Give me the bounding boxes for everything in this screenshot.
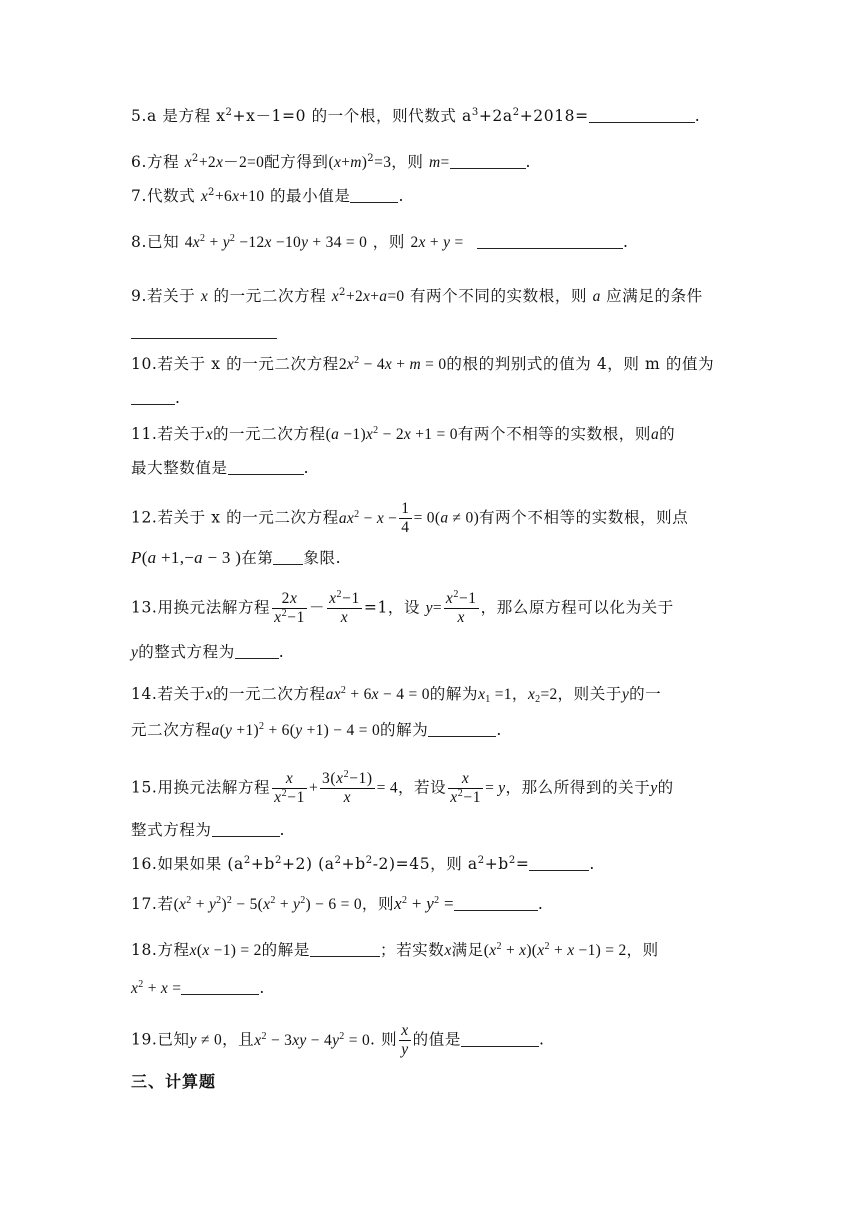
question-6: 6.方程 $x^2+2x-2=0$配方得到$(x+m)^2=3$，则 m= . — [131, 153, 532, 171]
fraction-2x-over-x2-1: $\frac{2x}{x^2-1}$ — [274, 590, 305, 626]
answer-blank[interactable] — [450, 152, 526, 169]
question-19: 19.已知y ≠ 0，且$x^2 - 3xy - 4y^2 = 0$. 则 $\frac{x}{y}$ 的值是 . — [131, 1022, 545, 1058]
question-13-continued: y的整式方程为 . — [131, 643, 285, 661]
answer-blank[interactable] — [235, 642, 279, 659]
question-9: 9.若关于 x 的一元二次方程 $x^2+2x+a=0$ 有两个不同的实数根，则 a 应满足的条件 — [131, 287, 703, 305]
fraction-x-over-x2-1: $\frac{x}{x^2-1}$ — [450, 770, 482, 806]
answer-blank[interactable] — [350, 186, 398, 203]
answer-blank[interactable] — [131, 322, 277, 339]
answer-blank[interactable] — [589, 106, 695, 123]
answer-blank[interactable] — [454, 894, 538, 911]
answer-blank[interactable] — [461, 1030, 539, 1047]
question-8: 8.已知 $4x^2 + y^2 -12x -10y + 34 = 0$ ，则 2x + y = . — [131, 233, 629, 251]
question-14-continued: 元二次方程$a(y +1)^2 + 6(y +1) - 4 = 0$的解为 . — [131, 721, 502, 739]
answer-blank[interactable] — [310, 940, 380, 957]
section-title: 三、计算题 — [131, 1072, 217, 1091]
fraction-x-over-y: $\frac{x}{y}$ — [401, 1022, 409, 1058]
answer-blank[interactable] — [131, 388, 175, 405]
answer-blank[interactable] — [228, 458, 304, 475]
question-13: 13.用换元法解方程 $\frac{2x}{x^2-1}$ － $\frac{x^2-1}{x}$ =1，设 y= $\frac{x^2-1}{x}$ ，那么原方程可以化为关于 — [131, 589, 674, 626]
question-14: 14.若关于x的一元二次方程$ax^2 + 6x - 4 = 0$的解为$x_1 =1$，$x_2=2$，则关于y的一 — [131, 685, 662, 705]
question-11: 11.若关于x的一元二次方程$(a -1)x^2 - 2x +1 = 0$有两个不相等的实数根，则a的 — [131, 425, 676, 443]
question-18-continued: $x^2 + x$ = . — [131, 979, 265, 997]
fraction-one-quarter: $\frac{1}{4}$ — [401, 500, 410, 536]
answer-blank[interactable] — [428, 720, 496, 737]
question-16: 16.如果如果 $(a^2+b^2+2)$ $(a^2+b^2-2)=45$，则 $a^2+b^2=$ . — [131, 855, 595, 873]
fraction-3x2-1-over-x: $\frac{3(x^2-1)}{x}$ — [322, 769, 373, 806]
question-15: 15.用换元法解方程 $\frac{x}{x^2-1}$ + $\frac{3(x^2-1)}{x}$ = 4，若设 $\frac{x}{x^2-1}$ = y，那么所得到的关于y的 — [131, 769, 674, 806]
answer-blank[interactable] — [181, 978, 259, 995]
question-5: 5.a 是方程 $x^2+x-1=0$ 的一个根，则代数式 $a^3+2a^2+2018=$ . — [131, 107, 701, 125]
question-12-continued: P(a +1,−a − 3 )在第 象限. — [131, 548, 342, 567]
question-11-continued: 最大整数值是 . — [131, 459, 310, 477]
fraction-x2-1-over-x: $\frac{x^2-1}{x}$ — [445, 589, 477, 626]
answer-blank[interactable] — [477, 232, 623, 249]
question-10: 10.若关于 x 的一元二次方程$2x^2 - 4x + m = 0$的根的判别式的值为 4，则 m 的值为 — [131, 355, 715, 373]
fraction-x2-1-over-x: $\frac{x^2-1}{x}$ — [329, 589, 360, 626]
question-10-continued: . — [131, 386, 732, 410]
question-18: 18.方程x(x −1) = 2的解是 ；若实数x满足$(x^2 + x)(x^2 + x -1) = 2$，则 — [131, 941, 659, 959]
question-15-continued: 整式方程为 . — [131, 821, 286, 839]
question-17: 17.若$(x^2 + y^2)^2 - 5(x^2 + y^2) - 6 = 0$，则$x^2 + y^2$ = . — [131, 894, 544, 913]
answer-blank[interactable] — [529, 854, 589, 871]
answer-blank[interactable] — [273, 548, 303, 565]
answer-blank[interactable] — [212, 820, 280, 837]
fraction-x-over-x2-1: $\frac{x}{x^2-1}$ — [274, 770, 305, 806]
question-7: 7.代数式 $x^2+6x+10$ 的最小值是 . — [131, 187, 404, 205]
question-9-continued — [131, 320, 732, 344]
question-12: 12.若关于 x 的一元二次方程$ax^2 - x$ − $\frac{1}{4}$ = 0(a ≠ 0)有两个不相等的实数根，则点 — [131, 500, 689, 536]
